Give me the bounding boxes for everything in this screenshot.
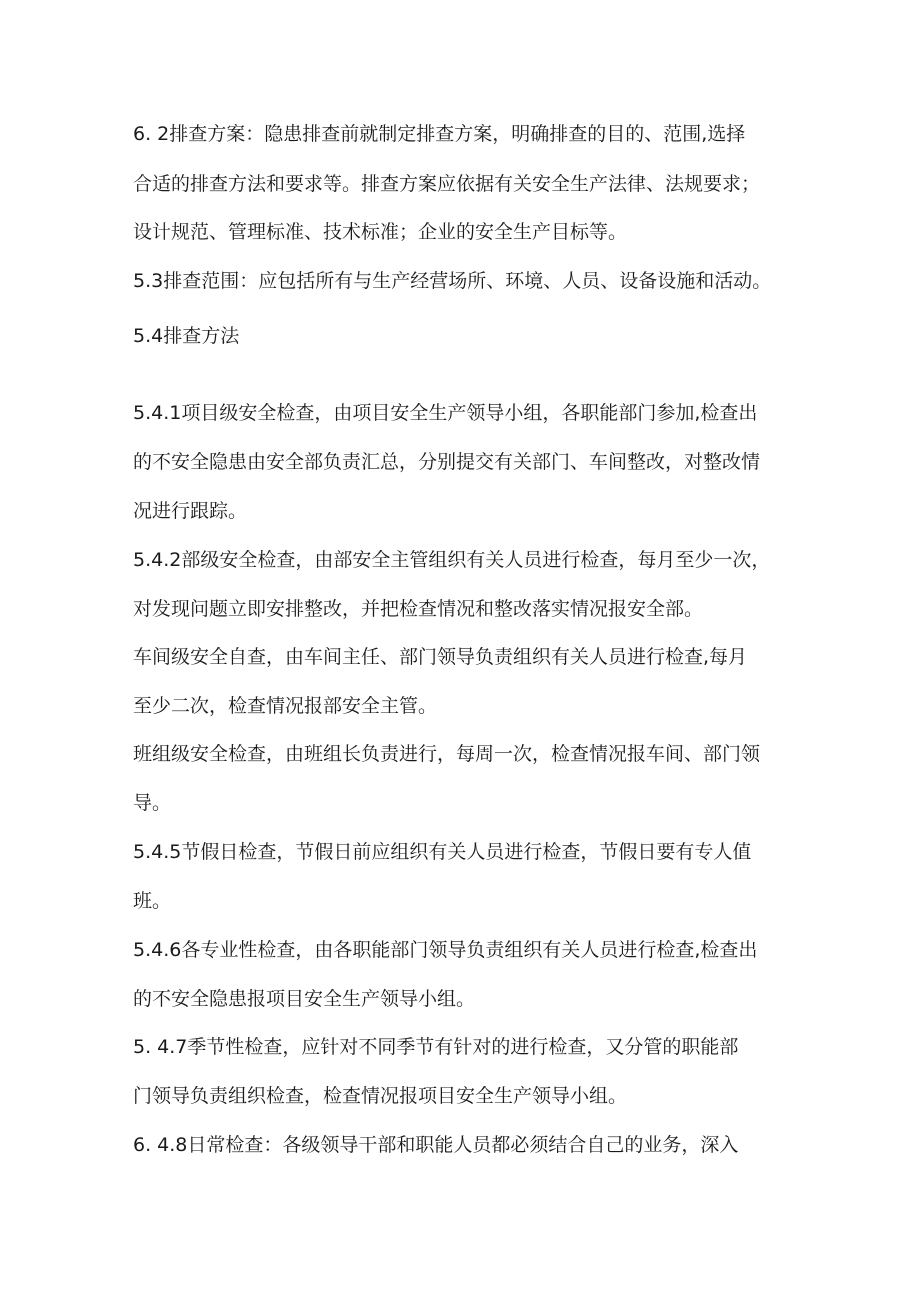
text-line: 5. 4.7季节性检查，应针对不同季节有针对的进行检查，又分管的职能部 <box>133 1036 739 1058</box>
text-line: 5.4.2部级安全检查，由部安全主管组织有关人员进行检查，每月至少一次， <box>133 549 771 571</box>
text-line: 的不安全隐患由安全部负责汇总，分别提交有关部门、车间整改，对整改情 <box>133 451 761 473</box>
text-line: 6. 2排查方案：隐患排查前就制定排查方案，明确排查的目的、范围,选择 <box>133 123 746 145</box>
text-line: 至少二次，检查情况报部安全主管。 <box>133 695 438 717</box>
text-line: 班组级安全检查，由班组长负责进行，每周一次，检查情况报车间、部门领 <box>133 743 761 765</box>
text-line: 6. 4.8日常检查：各级领导干部和职能人员都必须结合自己的业务，深入 <box>133 1134 739 1156</box>
text-line: 对发现问题立即安排整改，并把检查情况和整改落实情况报安全部。 <box>133 598 704 620</box>
text-line: 设计规范、管理标准、技术标准；企业的安全生产目标等。 <box>133 221 628 243</box>
text-line: 5.3排查范围：应包括所有与生产经营场所、环境、人员、设备设施和活动。 <box>133 270 772 292</box>
text-line: 合适的排查方法和要求等。排查方案应依据有关安全生产法律、法规要求； <box>133 173 761 195</box>
text-line: 门领导负责组织检查，检查情况报项目安全生产领导小组。 <box>133 1085 628 1107</box>
section-heading: 5.4排查方法 <box>133 325 240 347</box>
text-line: 5.4.1项目级安全检查，由项目安全生产领导小组，各职能部门参加,检查出 <box>133 402 758 424</box>
text-line: 班。 <box>133 890 172 912</box>
text-line: 车间级安全自查，由车间主任、部门领导负责组织有关人员进行检查,每月 <box>133 646 748 668</box>
text-line: 况进行跟踪。 <box>133 500 248 522</box>
text-line: 的不安全隐患报项目安全生产领导小组。 <box>133 988 476 1010</box>
text-line: 5.4.6各专业性检查，由各职能部门领导负责组织有关人员进行检查,检查出 <box>133 939 758 961</box>
text-line: 导。 <box>133 792 172 814</box>
text-line: 5.4.5节假日检查，节假日前应组织有关人员进行检查，节假日要有专人值 <box>133 841 752 863</box>
